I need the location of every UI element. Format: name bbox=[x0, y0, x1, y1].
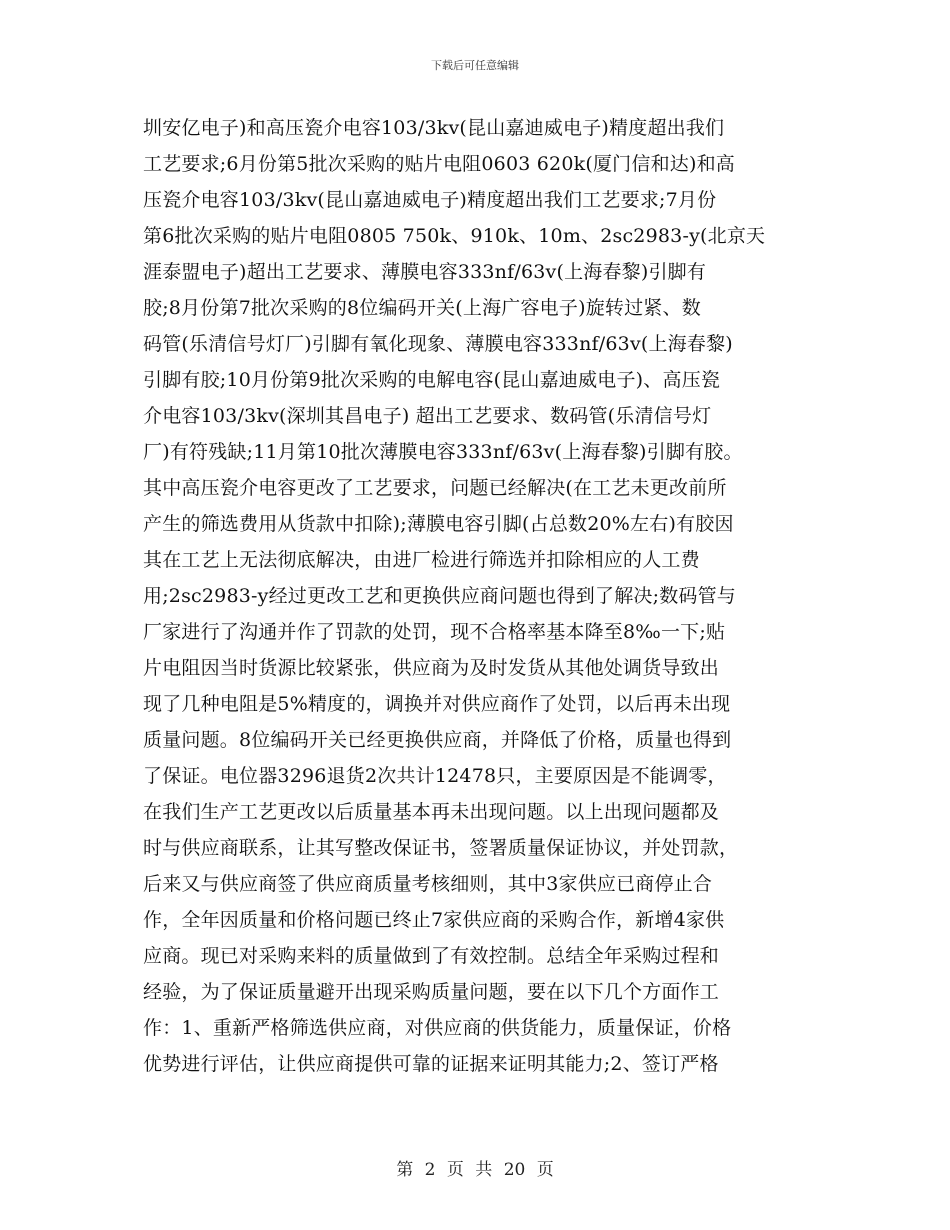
body-line: 厂家进行了沟通并作了罚款的处罚，现不合格率基本降至8‰一下;贴 bbox=[143, 621, 726, 643]
body-line: 质量问题。8位编码开关已经更换供应商，并降低了价格，质量也得到 bbox=[143, 729, 732, 751]
document-body bbox=[143, 110, 807, 1082]
body-line: 介电容103/3kv(深圳其昌电子) 超出工艺要求、数码管(乐清信号灯 bbox=[143, 405, 712, 427]
body-line: 作：1、重新严格筛选供应商，对供应商的供货能力，质量保证，价格 bbox=[143, 1017, 732, 1039]
body-line: 工艺要求;6月份第5批次采购的贴片电阻0603 620k(厦门信和达)和高 bbox=[143, 153, 735, 175]
body-line: 了保证。电位器3296退货2次共计12478只，主要原因是不能调零， bbox=[143, 765, 727, 787]
body-line: 时与供应商联系，让其写整改保证书，签署质量保证协议，并处罚款， bbox=[143, 837, 739, 859]
body-line: 应商。现已对采购来料的质量做到了有效控制。总结全年采购过程和 bbox=[143, 945, 720, 967]
body-line: 厂)有符残缺;11月第10批次薄膜电容333nf/63v(上海春黎)引脚有胶。 bbox=[143, 441, 743, 463]
body-line: 后来又与供应商签了供应商质量考核细则，其中3家供应已商停止合 bbox=[143, 873, 713, 895]
body-line: 引脚有胶;10月份第9批次采购的电解电容(昆山嘉迪威电子)、高压瓷 bbox=[143, 369, 721, 391]
body-line: 第6批次采购的贴片电阻0805 750k、910k、10m、2sc2983-y(北京天 bbox=[143, 225, 766, 247]
body-line: 优势进行评估，让供应商提供可靠的证据来证明其能力;2、签订严格 bbox=[143, 1053, 719, 1075]
body-line: 作，全年因质量和价格问题已终止7家供应商的采购合作，新增4家供 bbox=[143, 909, 725, 931]
body-line: 涯泰盟电子)超出工艺要求、薄膜电容333nf/63v(上海春黎)引脚有 bbox=[143, 261, 707, 283]
body-line: 产生的筛选费用从货款中扣除);薄膜电容引脚(占总数20%左右)有胶因 bbox=[143, 513, 734, 535]
page-number: 第 2 页 共 20 页 bbox=[396, 1160, 554, 1180]
body-line: 经验，为了保证质量避开出现采购质量问题，要在以下几个方面作工 bbox=[143, 981, 720, 1003]
body-line: 其中高压瓷介电容更改了工艺要求，问题已经解决(在工艺未更改前所 bbox=[143, 477, 727, 499]
body-line: 现了几种电阻是5%精度的，调换并对供应商作了处罚，以后再未出现 bbox=[143, 693, 731, 715]
body-line: 圳安亿电子)和高压瓷介电容103/3kv(昆山嘉迪威电子)精度超出我们 bbox=[143, 117, 725, 139]
body-line: 片电阻因当时货源比较紧张，供应商为及时发货从其他处调货导致出 bbox=[143, 657, 720, 679]
body-line: 在我们生产工艺更改以后质量基本再未出现问题。以上出现问题都及 bbox=[143, 801, 720, 823]
body-line: 码管(乐清信号灯厂)引脚有氧化现象、薄膜电容333nf/63v(上海春黎) bbox=[143, 333, 733, 355]
page-header-note: 下载后可任意编辑 bbox=[431, 59, 519, 72]
body-line: 其在工艺上无法彻底解决，由进厂检进行筛选并扣除相应的人工费 bbox=[143, 549, 700, 571]
body-line: 胶;8月份第7批次采购的8位编码开关(上海广容电子)旋转过紧、数 bbox=[143, 297, 701, 319]
body-line: 压瓷介电容103/3kv(昆山嘉迪威电子)精度超出我们工艺要求;7月份 bbox=[143, 189, 717, 211]
body-line: 用;2sc2983-y经过更改工艺和更换供应商问题也得到了解决;数码管与 bbox=[143, 585, 736, 607]
